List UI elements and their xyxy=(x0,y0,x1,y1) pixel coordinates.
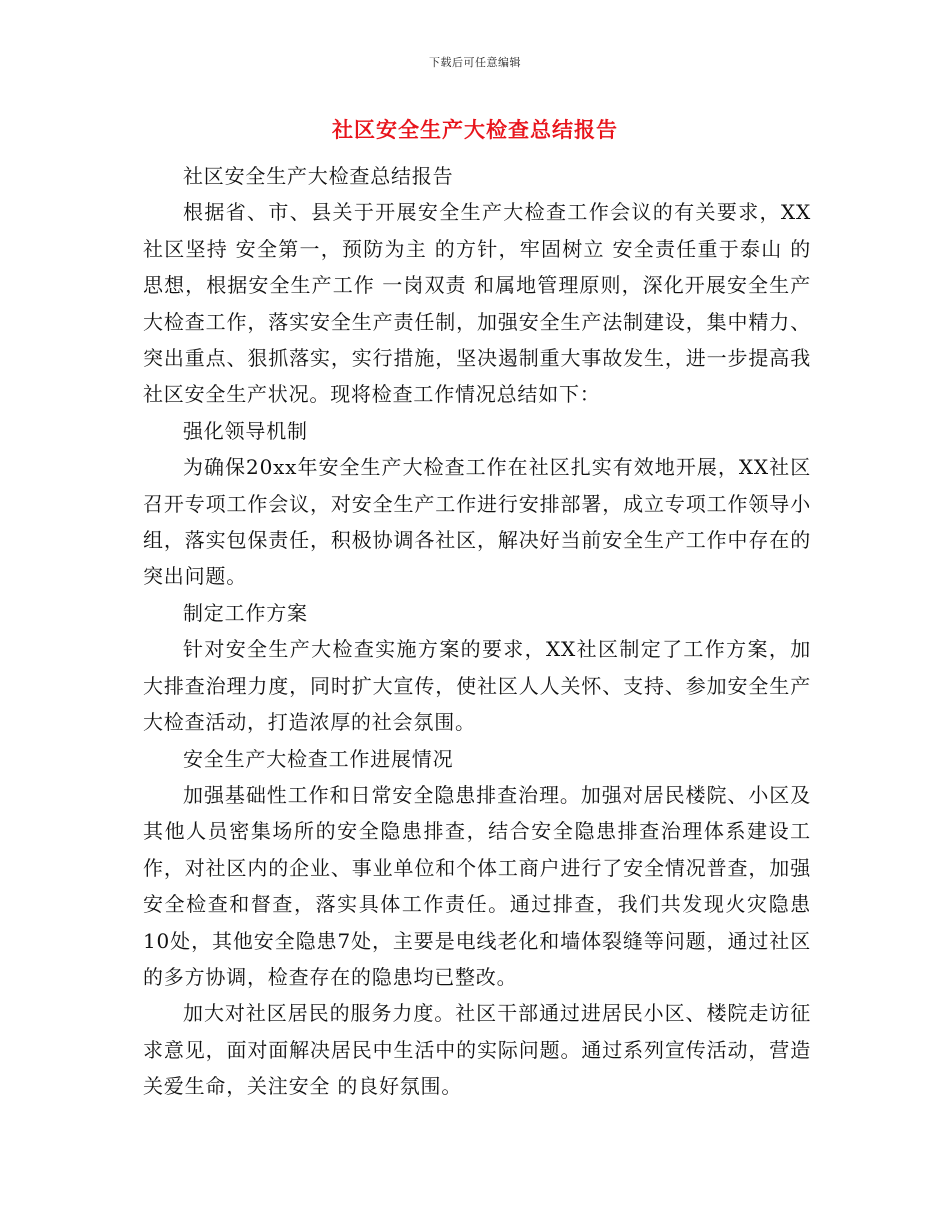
page-header: 下载后可任意编辑 xyxy=(429,56,521,69)
paragraph-subtitle: 社区安全生产大检查总结报告 xyxy=(183,164,454,188)
section-heading-progress: 安全生产大检查工作进展情况 xyxy=(183,746,454,771)
section-heading-leadership: 强化领导机制 xyxy=(183,418,308,443)
section-heading-plan: 制定工作方案 xyxy=(183,600,308,625)
document-title: 社区安全生产大检查总结报告 xyxy=(332,117,618,142)
paragraph-leadership: 为确保20xx年安全生产大检查工作在社区扎实有效地开展，XX社区召开专项工作会议，对安全生产工作进行安排部署，成立专项工作领导小组，落实包保责任，积极协调各社区，解决好当前安全生产工作中存在的突出问题。 xyxy=(143,455,811,589)
paragraph-service: 加大对社区居民的服务力度。社区干部通过进居民小区、楼院走访征求意见，面对面解决居民中生活中的实际问题。通过系列宣传活动，营造 关爱生命，关注安全 的良好氛围。 xyxy=(143,1001,811,1099)
paragraph-progress: 加强基础性工作和日常安全隐患排查治理。加强对居民楼院、小区及其他人员密集场所的安全隐患排查，结合安全隐患排查治理体系建设工作，对社区内的企业、事业单位和个体工商户进行了安全情况普查，加强安全检查和督查，落实具体工作责任。通过排查，我们共发现火灾隐患10处，其他安全隐患7处，主要是电线老化和墙体裂缝等问题，通过社区的多方协调，检查存在的隐患均已整改。 xyxy=(143,782,811,989)
paragraph-plan: 针对安全生产大检查实施方案的要求，XX社区制定了工作方案，加大排查治理力度，同时扩大宣传，使社区人人关怀、支持、参加安全生产大检查活动，打造浓厚的社会氛围。 xyxy=(143,637,811,735)
document-body xyxy=(143,158,811,1105)
paragraph-intro: 根据省、市、县关于开展安全生产大检查工作会议的有关要求，XX社区坚持 安全第一，预防为主 的方针，牢固树立 安全责任重于泰山 的思想，根据安全生产工作 一岗双责 和属地管理原则，深化开展安全生产大检查工作，落实安全生产责任制，加强安全生产法制建设，集中精力、突出重点、狠抓落实，实行措施，坚决遏制重大事故发生，进一步提高我社区安全生产状况。现将检查工作情况总结如下： xyxy=(143,200,811,407)
